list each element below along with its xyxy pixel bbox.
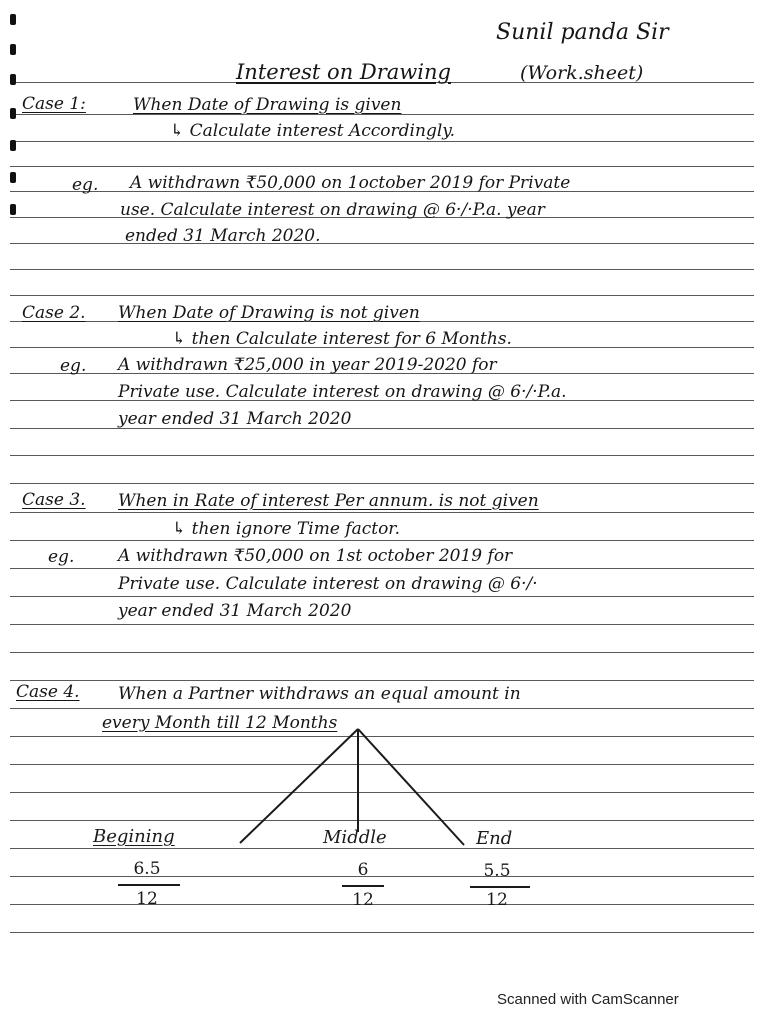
worksheet-label: (Work.sheet) — [520, 62, 644, 84]
case2-eg-line3: year ended 31 March 2020 — [118, 409, 352, 429]
fraction-middle-denominator: 12 — [352, 890, 374, 910]
fraction-end-numerator: 5.5 — [483, 861, 511, 881]
scanner-watermark: Scanned with CamScanner — [497, 991, 679, 1008]
fraction-begin-bar — [118, 884, 180, 886]
case1-sub: ↳ Calculate interest Accordingly. — [170, 121, 456, 141]
case1-text: When Date of Drawing is given — [133, 95, 402, 115]
case3-heading: Case 3. — [22, 490, 86, 510]
case3-text: When in Rate of interest Per annum. is not given — [118, 491, 539, 511]
fraction-middle-numerator: 6 — [357, 860, 369, 880]
page-title: Interest on Drawing — [236, 60, 451, 84]
case4-heading: Case 4. — [16, 682, 80, 702]
fraction-begin-denominator: 12 — [136, 889, 158, 909]
label-end: End — [476, 828, 513, 849]
case1-eg-line1: A withdrawn ₹50,000 on 1october 2019 for Private — [130, 173, 571, 193]
fraction-middle-bar — [342, 885, 384, 887]
case3-sub: ↳ then ignore Time factor. — [172, 519, 400, 539]
case3-eg-line2: Private use. Calculate interest on drawing @ 6·/· — [118, 574, 538, 594]
case2-sub: ↳ then Calculate interest for 6 Months. — [172, 329, 512, 349]
case2-eg-line1: A withdrawn ₹25,000 in year 2019-2020 for — [118, 355, 497, 375]
fraction-begin-numerator: 6.5 — [133, 859, 161, 879]
case4-text: When a Partner withdraws an equal amount in — [118, 684, 521, 704]
author-name: Sunil panda Sir — [496, 20, 669, 45]
case1-eg-line3: ended 31 March 2020. — [125, 226, 321, 246]
case3-eg-label: eg. — [48, 547, 75, 567]
label-middle: Middle — [323, 827, 387, 848]
case1-eg-line2: use. Calculate interest on drawing @ 6·/·P.a. year — [120, 200, 545, 220]
fraction-end-bar — [470, 886, 530, 888]
case2-text: When Date of Drawing is not given — [118, 303, 420, 323]
case1-heading: Case 1: — [22, 94, 86, 114]
case3-eg-line1: A withdrawn ₹50,000 on 1st october 2019 for — [118, 546, 513, 566]
case1-eg-label: eg. — [72, 175, 99, 195]
fraction-end-denominator: 12 — [486, 890, 508, 910]
case3-eg-line3: year ended 31 March 2020 — [118, 601, 352, 621]
diagram-left-stroke — [240, 729, 358, 843]
case2-eg-label: eg. — [60, 356, 87, 376]
case4-text2: every Month till 12 Months — [102, 713, 338, 733]
label-begining: Begining — [93, 826, 175, 847]
case2-eg-line2: Private use. Calculate interest on drawing @ 6·/·P.a. — [118, 382, 567, 402]
case2-heading: Case 2. — [22, 303, 86, 323]
